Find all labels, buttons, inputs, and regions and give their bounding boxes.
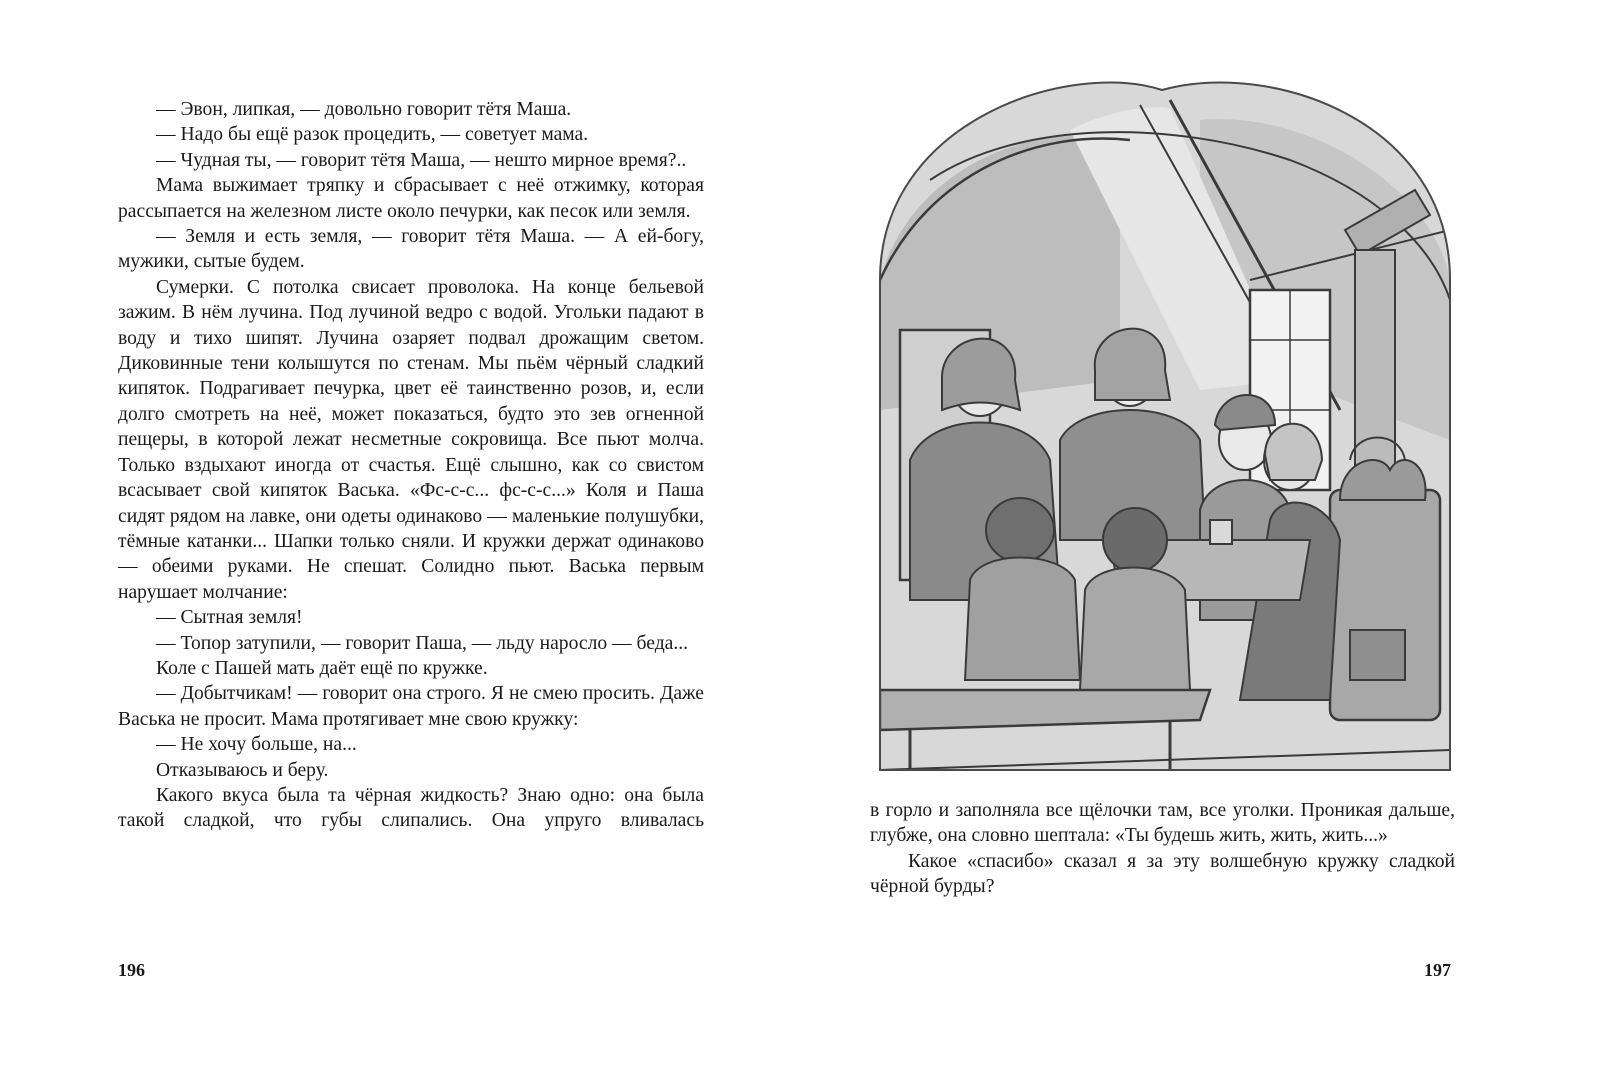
paragraph: Какого вкуса была та чёрная жидкость? Знаю одно: она была такой сладкой, что губы слипались. Она упруго вливалась [118,784,704,832]
paragraph: — Добытчикам! — говорит она строго. Я не смею просить. Даже Васька не просит. Мама протягивает мне свою кружку: [118,683,704,730]
paragraph: в горло и заполняла все щёлочки там, все уголки. Проникая дальше, глубже, она словно шептала: «Ты будешь жить, жить, жить...» [870,800,1455,847]
basement-scene-drawing [870,80,1455,780]
pencil-illustration [870,80,1455,780]
left-page [0,0,798,1080]
paragraph: Коле с Пашей мать даёт ещё по кружке. [156,657,488,679]
paragraph: Какое «спасибо» сказал я за эту волшебную кружку сладкой чёрной бурды? [870,850,1455,898]
paragraph: Отказываюсь и беру. [156,759,329,781]
page-number-left: 196 [118,960,145,980]
paragraph: — Надо бы ещё разок процедить, — советует мама. [156,124,589,146]
paragraph: — Топор затупили, — говорит Паша, — льду наросло — беда... [156,632,689,654]
paragraph: — Чудная ты, — говорит тётя Маша, — нешто мирное время?.. [156,149,687,171]
paragraph: — Эвон, липкая, — довольно говорит тётя Маша. [156,99,572,120]
paragraph: — Не хочу больше, на... [156,734,357,756]
paragraph: Мама выжимает тряпку и сбрасывает с неё отжимку, которая рассыпается на железном листе около печурки, как песок или земля. [118,175,704,222]
paragraph: — Сытная земля! [156,607,303,629]
paragraph: Сумерки. С потолка свисает проволока. На конце бельевой зажим. В нём лучина. Под лучиной ведро с водой. Угольки падают в воду и тихо шипят. Лучина озаряет подвал дрожащим светом. Диковинные тени колышутся по стенам. Мы пьём чёрный сладкий кипяток. Подрагивает печурка, цвет её таинственно розов, и, если долго смотреть на неё, может показаться, будто это зев огненной пещеры, в которой лежат несметные сокровища. Все пьют молча. Только вздыхают иногда от счастья. Ещё слышно, как со свистом всасывает свой кипяток Васька. «Фс-с-с... фс-с-с...» Коля и Паша сидят рядом на лавке, они одеты одинаково — маленькие полушубки, тёмные катанки... Шапки только сняли. И кружки держат одинаково — обеими руками. Не спешат. Солидно пьют. Васька первым нарушает молчание: [118,276,704,603]
page-number-right: 197 [1424,960,1451,980]
right-page [798,0,1597,1080]
right-text-column [870,798,1455,900]
left-text-column [118,97,704,834]
paragraph: — Земля и есть земля, — говорит тётя Маша. — А ей-богу, мужики, сытые будем. [118,226,704,273]
